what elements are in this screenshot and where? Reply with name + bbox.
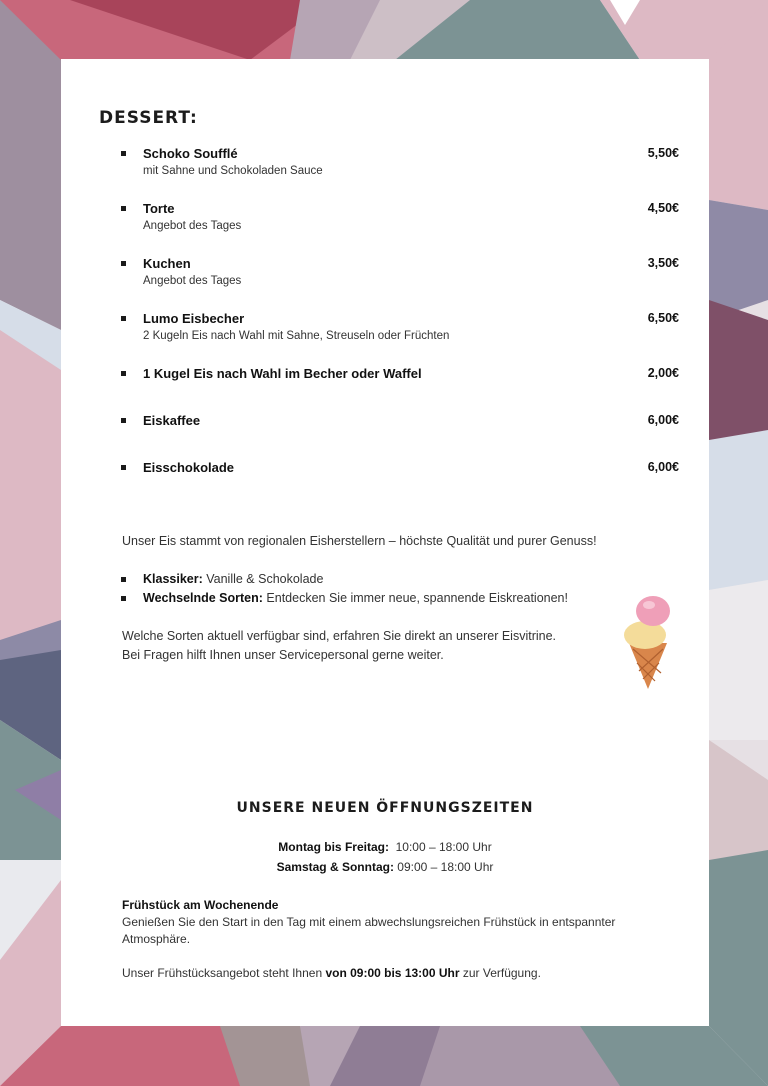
hours-weekdays-label: Montag bis Freitag: (278, 840, 389, 854)
hours-weekdays-time: 10:00 – 18:00 Uhr (388, 840, 492, 854)
breakfast-note (122, 966, 541, 980)
breakfast-note-post: zur Verfügung. (459, 966, 541, 980)
ice-availability-text: Welche Sorten aktuell verfügbar sind, erfahren Sie direkt an unserer Eisvitrine. (122, 629, 557, 643)
bullet-icon (121, 465, 126, 470)
hours-weekend-label: Samstag & Sonntag: (276, 860, 394, 874)
ice-bullet-text (143, 572, 323, 586)
bullet-icon (121, 371, 126, 376)
item-price: 5,50€ (647, 146, 679, 160)
item-price: 4,50€ (647, 201, 679, 215)
ice-bullet-label: Wechselnde Sorten: (143, 591, 263, 605)
opening-hours-heading: UNSERE NEUEN ÖFFNUNGSZEITEN (236, 800, 534, 816)
item-description: mit Sahne und Schokoladen Sauce (143, 165, 323, 177)
dessert-heading: DESSERT: (99, 108, 198, 128)
item-description: Angebot des Tages (143, 220, 242, 232)
ice-bullet-label: Klassiker: (143, 572, 203, 586)
bullet-icon (121, 418, 126, 423)
hours-weekend-time: 09:00 – 18:00 Uhr (393, 860, 494, 874)
item-name: Eiskaffee (143, 413, 201, 428)
item-name: Kuchen (143, 256, 191, 271)
bullet-icon (121, 596, 126, 601)
ice-bullet-detail: Entdecken Sie immer neue, spannende Eiskreationen! (262, 591, 568, 605)
bullet-icon (121, 206, 126, 211)
ice-service-text: Bei Fragen hilft Ihnen unser Servicepersonal gerne weiter. (122, 648, 444, 662)
bullet-icon (121, 316, 126, 321)
bullet-icon (121, 577, 126, 582)
item-name: Lumo Eisbecher (143, 311, 245, 326)
hours-weekdays (61, 840, 709, 854)
bullet-icon (121, 151, 126, 156)
item-name: Torte (143, 201, 175, 216)
item-price: 6,50€ (647, 311, 679, 325)
breakfast-title: Frühstück am Wochenende (122, 898, 279, 912)
item-description: Angebot des Tages (143, 275, 242, 287)
ice-bullet-detail: Vanille & Schokolade (202, 572, 324, 586)
ice-intro-text: Unser Eis stammt von regionalen Eisherstellern – höchste Qualität und purer Genuss! (122, 534, 597, 548)
ice-cream-cone-icon (621, 591, 677, 691)
item-price: 6,00€ (647, 413, 679, 427)
ice-bullet-text (143, 591, 568, 605)
breakfast-note-time: von 09:00 bis 13:00 Uhr (325, 966, 460, 980)
breakfast-text: Genießen Sie den Start in den Tag mit einem abwechslungsreichen Frühstück in entspannter Atmosphäre. (122, 915, 616, 946)
item-price: 2,00€ (647, 366, 679, 380)
item-price: 3,50€ (647, 256, 679, 270)
menu-card (61, 59, 709, 1026)
item-description: 2 Kugeln Eis nach Wahl mit Sahne, Streuseln oder Früchten (143, 330, 450, 342)
breakfast-note-pre: Unser Frühstücksangebot steht Ihnen (122, 966, 326, 980)
item-name: 1 Kugel Eis nach Wahl im Becher oder Waffel (143, 366, 422, 381)
item-price: 6,00€ (647, 460, 679, 474)
bullet-icon (121, 261, 126, 266)
item-name: Schoko Soufflé (143, 146, 238, 161)
hours-weekend (61, 860, 709, 874)
item-name: Eisschokolade (143, 460, 235, 475)
